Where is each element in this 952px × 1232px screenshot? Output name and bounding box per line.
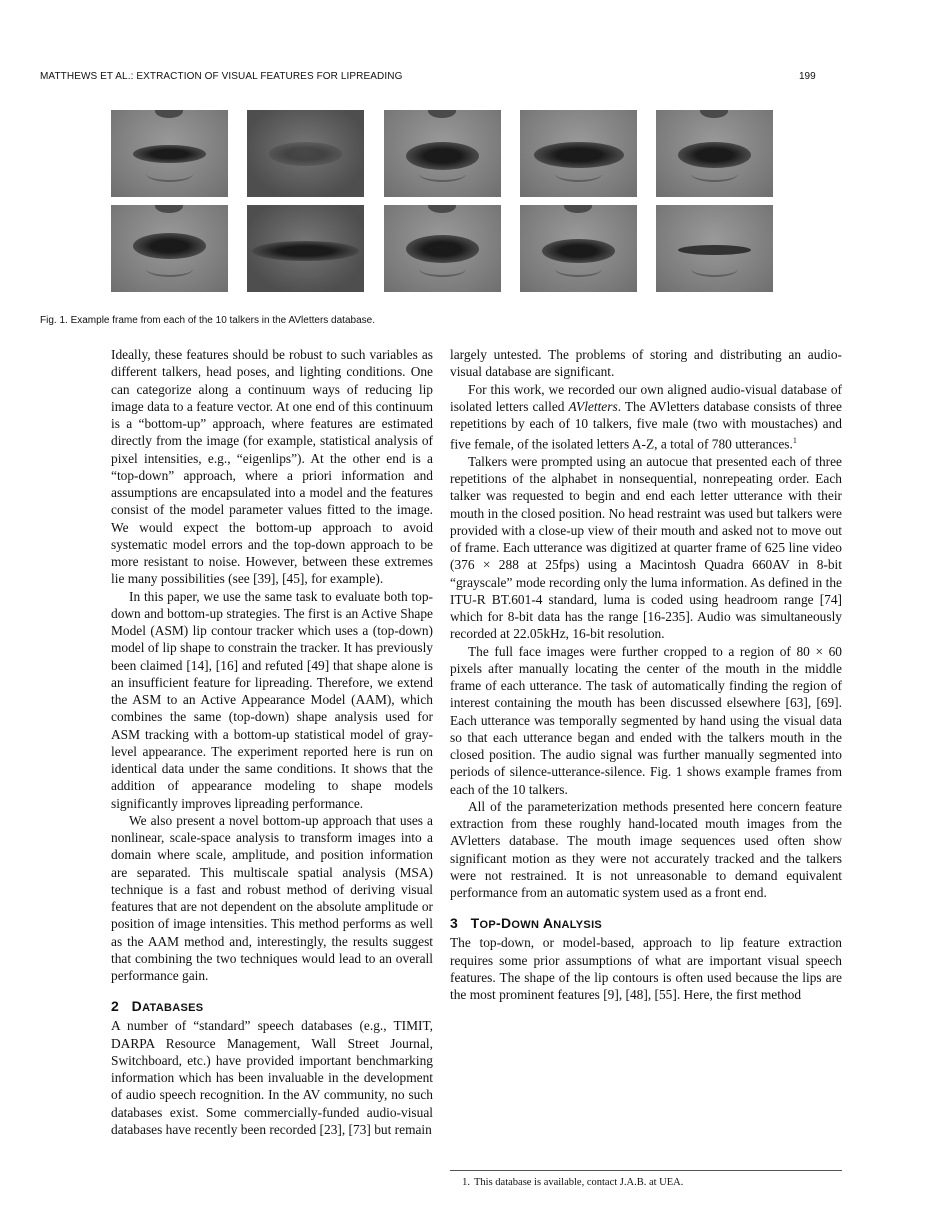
paragraph: In this paper, we use the same task to evaluate both top-down and bottom-up strategies. The first is an Active Shape Model (ASM) lip contour tracker which uses a (top-down) model of lip shape to constrain the tracker. It has previously been claimed [14], [16] and refuted [49] that shape alone is an insufficient feature for lipreading. Therefore, we extend the ASM to an Active Appearance Model (AAM), which combines the same (top-down) shape analysis used for ASM tracking with a bottom-up statistical model of gray-level appearance. The experiment reported here is run on identical data under the same conditions. It shows that the addition of appearance modeling to shape models significantly improves lipreading performance. (111, 588, 433, 811)
talker-image (520, 110, 637, 197)
right-column (450, 346, 842, 1003)
footnote-number: 1. (462, 1177, 470, 1188)
talker-image (656, 110, 773, 197)
paragraph: We also present a novel bottom-up approach that uses a nonlinear, scale-space analysis to transform images into a domain where scale, amplitude, and position information are separated. This multiscale spatial analysis (MSA) technique is a fast and robust method of deriving visual features that are not dependent on the absolute amplitude or position of image intensities. This method performs as well as the AAM method and, interestingly, the results suggest that combining the two techniques would lead to an overall performance gain. (111, 812, 433, 983)
running-title: MATTHEWS ET AL.: EXTRACTION OF VISUAL FEATURES FOR LIPREADING (40, 71, 403, 82)
section-heading-databases (111, 998, 433, 1014)
paragraph: A number of “standard” speech databases (e.g., TIMIT, DARPA Resource Management, Wall Street Journal, Switchboard, etc.) have provided important benchmarking information which has been invaluable in the development of audio speech recognition. In the AV community, no such databases exist. Some commercially-funded audio-visual databases have recently been recorded [23], [73] but remain (111, 1018, 433, 1137)
title-part: T (470, 915, 480, 932)
paragraph: Ideally, these features should be robust to such variables as different talkers, head poses, and lighting conditions. One can categorize along a continuum ways of reducing lip image data to a feature vector. At one end of this continuum is a “bottom-up” approach, where features are estimated directly from the image (for example, statistical analysis of pixel intensities, e.g., “eigenlips”). At the other end is a “top-down” approach, where a priori information and assumptions are encapsulated into a model and the features consist of the model parameter values fitted to the image. We would expect the bottom-up approach to avoid systematic model errors and the top-down approach to be more resistant to noise. However, between these extremes lie many possibilities (see [39], [45], for example). (111, 347, 433, 587)
title-part: NALYSIS (553, 919, 603, 932)
talker-image (111, 110, 228, 197)
section-title (132, 998, 204, 1014)
title-part: OWN (511, 919, 540, 932)
talker-image (247, 205, 364, 292)
talker-image (247, 110, 364, 197)
database-name: AVletters (568, 398, 618, 414)
footnote-ref[interactable]: 1 (792, 436, 797, 446)
page-number: 199 (799, 71, 816, 82)
figure-caption: Fig. 1. Example frame from each of the 10 talkers in the AVletters database. (40, 315, 375, 326)
talker-image (384, 110, 501, 197)
paragraph: Talkers were prompted using an autocue that presented each of three repetitions of the alphabet in nonsequential, nonrepeating order. Each talker was requested to begin and end each letter utterance with their mouth in the closed position. No head restraint was used but talkers were provided with a close-up view of their mouth and asked not to move out of frame. Each utterance was digitized at quarter frame of 625 line video (376 × 288 at 25fps) using a Macintosh Quadra 660AV in 8-bit “grayscale” mode recording only the luma information. As defined in the ITU-R BT.601-4 standard, luma is coded using headroom range [74] which for 8-bit data has the range [16-235]. Audio was simultaneously recorded at 22.05kHz, 16-bit resolution. (450, 453, 842, 642)
talker-image (384, 205, 501, 292)
footnote-text: This database is available, contact J.A.B. at UEA. (474, 1177, 684, 1188)
talker-image (656, 205, 773, 292)
title-rest: ATABASES (142, 1002, 204, 1015)
section-heading-top-down-analysis (450, 915, 842, 931)
talker-image (111, 205, 228, 292)
section-number: 3 (450, 915, 459, 932)
talker-image (520, 205, 637, 292)
title-part: A (542, 915, 554, 932)
text: For this work, we recorded our own aligned audio-visual database of isolated letters called (450, 381, 842, 414)
title-part: -D (496, 915, 512, 932)
paragraph: largely untested. The problems of storing and distributing an audio-visual database are significant. (450, 347, 842, 380)
paragraph: All of the parameterization methods presented here concern feature extraction from these roughly hand-located mouth images from the AVletters database. The mouth image sequences used often show significant motion as they were not accurately tracked and the talkers were not restrained. It is not unreasonable to demand equivalent performance from an automatic system used as a front end. (450, 798, 842, 901)
section-number: 2 (111, 998, 120, 1015)
paragraph: The full face images were further cropped to a region of 80 × 60 pixels after manually locating the center of the mouth in the middle frame of each utterance. The task of automatically finding the region of interest containing the mouth has been discussed elsewhere [63], [69]. Each utterance was temporally segmented by hand using the visual data so that each utterance began and ended with the talkers mouth in the closed position. The audio signal was further manually segmented into periods of silence-utterance-silence. Fig. 1 shows example frames from each of the 10 talkers. (450, 643, 842, 797)
paragraph: The top-down, or model-based, approach to lip feature extraction requires some prior assumptions of what are important visual speech features. The shape of the lip contours is often used because the lips are the most prominent features [9], [48], [55]. Here, the first method (450, 935, 842, 1003)
title-part: OP (479, 919, 497, 932)
paragraph (450, 381, 842, 453)
text: . The AVletters database consists of three repetitions by each of 10 talkers, five male (two with moustaches) and five female, of the isolated letters A-Z, a total of 780 utterances. (450, 398, 842, 452)
title-initial: D (131, 998, 143, 1015)
left-column (111, 346, 433, 1138)
footnote (450, 1170, 842, 1188)
